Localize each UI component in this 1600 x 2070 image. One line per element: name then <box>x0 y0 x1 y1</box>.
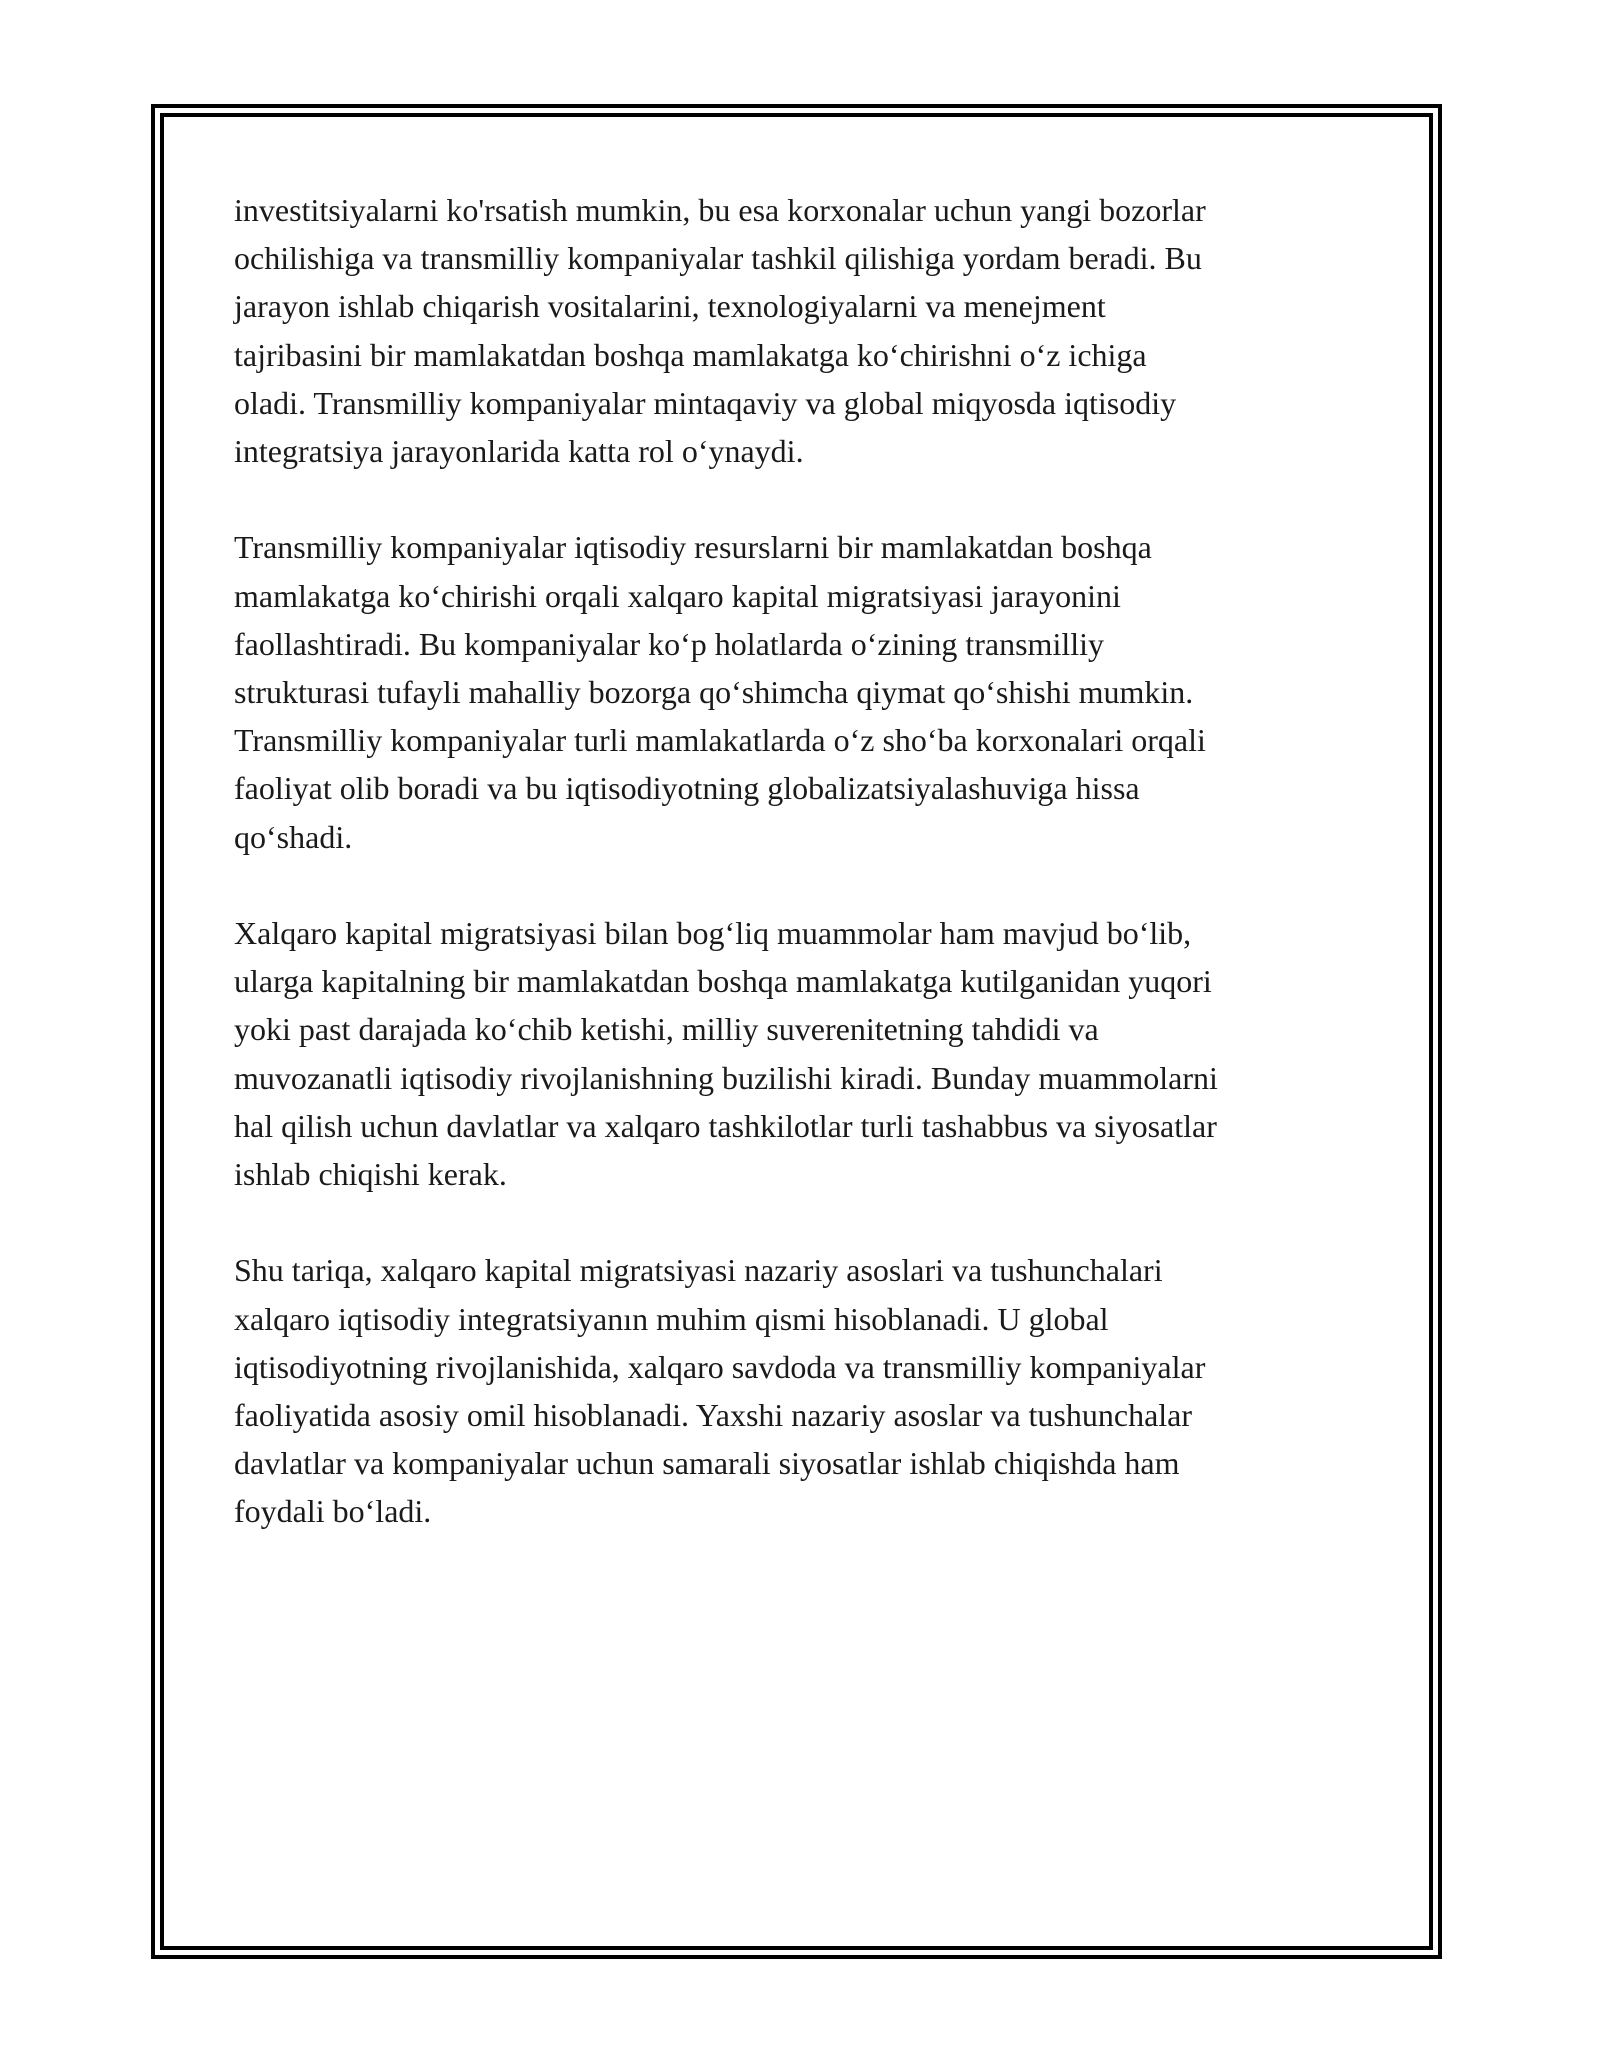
paragraph-2: Transmilliy kompaniyalar iqtisodiy resurslarni bir mamlakatdan boshqa mamlakatga koʻchirishi orqali xalqaro kapital migratsiyasi jarayonini faollashtiradi. Bu kompaniyalar koʻp holatlarda oʻzining transmilliy strukturasi tufayli mahalliy bozorga qoʻshimcha qiymat qoʻshishi mumkin. Transmilliy kompaniyalar turli mamlakatlarda oʻz shoʻba korxonalari orqali faoliyat olib boradi va bu iqtisodiyotning globalizatsiyalashuviga hissa qoʻshadi. <box>234 529 1206 855</box>
paragraph-3: Xalqaro kapital migratsiyasi bilan bogʻliq muammolar ham mavjud boʻlib, ularga kapitalning bir mamlakatdan boshqa mamlakatga kutilganidan yuqori yoki past darajada koʻchib ketishi, milliy suverenitetning tahdidi va muvozanatli iqtisodiy rivojlanishning buzilishi kiradi. Bunday muammolarni hal qilish uchun davlatlar va xalqaro tashkilotlar turli tashabbus va siyosatlar ishlab chiqishi kerak. <box>234 915 1218 1193</box>
document-body <box>234 186 1374 1584</box>
paragraph-1: investitsiyalarni ko'rsatish mumkin, bu esa korxonalar uchun yangi bozorlar ochilishiga va transmilliy kompaniyalar tashkil qilishiga yordam beradi. Bu jarayon ishlab chiqarish vositalarini, texnologiyalarni va menejment tajribasini bir mamlakatdan boshqa mamlakatga koʻchirishni oʻz ichiga oladi. Transmilliy kompaniyalar mintaqaviy va global miqyosda iqtisodiy integratsiya jarayonlarida katta rol oʻynaydi. <box>234 192 1206 470</box>
paragraph-4: Shu tariqa, xalqaro kapital migratsiyasi nazariy asoslari va tushunchalari xalqaro iqtisodiy integratsiyanın muhim qismi hisoblanadi. U global iqtisodiyotning rivojlanishida, xalqaro savdoda va transmilliy kompaniyalar faoliyatida asosiy omil hisoblanadi. Yaxshi nazariy asoslar va tushunchalar davlatlar va kompaniyalar uchun samarali siyosatlar ishlab chiqishda ham foydali boʻladi. <box>234 1252 1206 1530</box>
